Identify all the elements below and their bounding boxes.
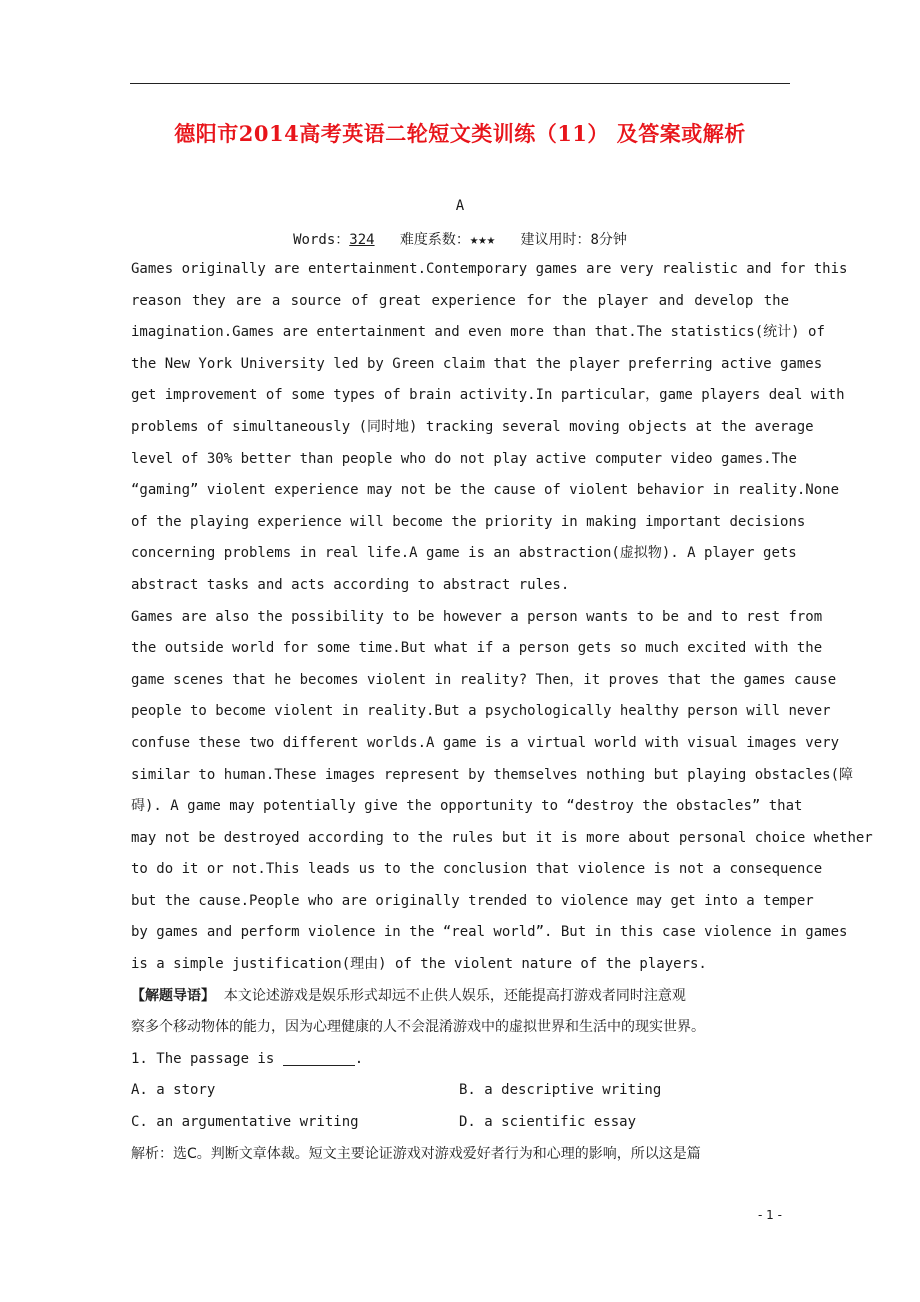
passage — [131, 254, 873, 981]
section-letter: A — [455, 198, 465, 214]
guide-text: 本文论述游戏是娱乐形式却远不止供人娱乐，还能提高打游戏者同时注意观 — [223, 987, 686, 1004]
passage-line: of the playing experience will become the priority in making important decisions — [131, 513, 806, 530]
passage-line: imagination.Games are entertainment and even more than that.The statistics(统计) of — [131, 324, 825, 341]
words-label: Words： — [293, 232, 350, 248]
passage-line: 碍). A game may potentially give the opportunity to “destroy the obstacles” that — [131, 798, 803, 815]
passage-line: “gaming” violent experience may not be the cause of violent behavior in reality.None — [131, 482, 840, 499]
passage-line: game scenes that he becomes violent in reality? Then，it proves that the games cause — [131, 671, 837, 688]
option-d[interactable]: D. a scientific essay — [459, 1114, 637, 1131]
question-stem-end: . — [354, 1050, 364, 1067]
passage-line: abstract tasks and acts according to abstract rules. — [131, 576, 570, 593]
passage-line: to do it or not.This leads us to the conclusion that violence is not a consequence — [131, 861, 823, 878]
header-rule — [130, 83, 790, 84]
guide-label: 【解题导语】 — [131, 987, 215, 1004]
passage-line: Games are also the possibility to be however a person wants to be and to rest from — [131, 608, 823, 625]
passage-line: but the cause.People who are originally trended to violence may get into a temper — [131, 892, 814, 909]
difficulty-label: 难度系数： — [399, 232, 470, 248]
passage-line: by games and perform violence in the “real world”. But in this case violence in games — [131, 924, 848, 941]
passage-line: level of 30% better than people who do not play active computer video games.The — [131, 450, 797, 467]
passage-meta — [130, 229, 790, 249]
passage-line: concerning problems in real life.A game is an abstraction(虚拟物). A player gets — [131, 545, 797, 562]
option-b[interactable]: B. a descriptive writing — [459, 1082, 662, 1099]
option-c[interactable]: C. an argumentative writing — [131, 1114, 359, 1131]
question-stem-line — [131, 1044, 821, 1076]
passage-line: may not be destroyed according to the rules but it is more about personal choice whether — [131, 829, 873, 846]
passage-line: the outside world for some time.But what if a person gets so much excited with the — [131, 640, 823, 657]
option-row — [131, 1075, 821, 1107]
passage-line: get improvement of some types of brain activity.In particular，game players deal with — [131, 387, 845, 404]
passage-line: the New York University led by Green claim that the player preferring active games — [131, 355, 823, 372]
passage-line: people to become violent in reality.But a psychologically healthy person will never — [131, 703, 831, 720]
word-count: 324 — [349, 232, 375, 248]
passage-line: confuse these two different worlds.A game is a virtual world with visual images very — [131, 734, 840, 751]
guide-line — [131, 981, 821, 1013]
passage-line: similar to human.These images represent by themselves nothing but playing obstacles(障 — [131, 766, 854, 783]
option-row — [131, 1107, 821, 1139]
question-1 — [131, 1044, 821, 1139]
page-number: - 1 - — [758, 1208, 782, 1222]
answer-blank[interactable] — [283, 1051, 355, 1066]
analysis-line: 解析：选C。判断文章体裁。短文主要论证游戏对游戏爱好者行为和心理的影响，所以这是篇 — [131, 1145, 701, 1162]
document-body — [131, 254, 873, 1170]
passage-line: reason they are a source of great experience for the player and develop the — [131, 292, 789, 309]
guide-line: 察多个移动物体的能力，因为心理健康的人不会混淆游戏中的虚拟世界和生活中的现实世界。 — [131, 1019, 705, 1036]
time-label: 建议用时：8分钟 — [520, 232, 627, 248]
question-stem: 1. The passage is — [131, 1050, 275, 1067]
passage-line: is a simple justification(理由) of the violent nature of the players. — [131, 956, 707, 973]
passage-line: Games originally are entertainment.Contemporary games are very realistic and for this — [131, 261, 848, 277]
option-a[interactable]: A. a story — [131, 1082, 216, 1099]
passage-line: problems of simultaneously (同时地) tracking several moving objects at the average — [131, 418, 814, 435]
reading-guide — [131, 981, 821, 1044]
difficulty-stars: ★★★ — [469, 232, 496, 248]
document-title: 德阳市2014高考英语二轮短文类训练（11） 及答案或解析 — [174, 121, 746, 146]
